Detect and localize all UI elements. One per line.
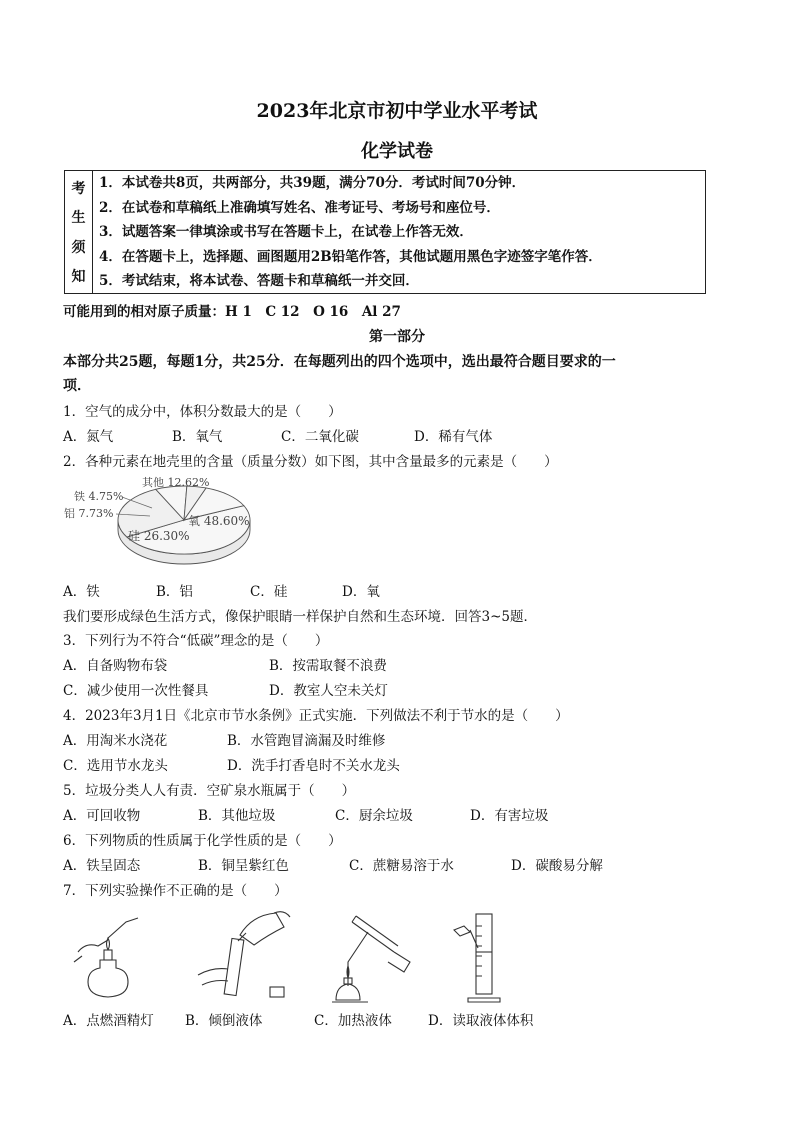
q1-option-d[interactable]: D．稀有气体 [414, 429, 493, 445]
q5-option-b[interactable]: B．其他垃圾 [198, 808, 276, 824]
q5-option-a[interactable]: A．可回收物 [63, 808, 141, 824]
q2-option-b[interactable]: B．铝 [156, 584, 193, 600]
q3-option-d[interactable]: D．教室人空未关灯 [269, 683, 388, 699]
measuring-cylinder-illustration [446, 906, 526, 1006]
notice-side-char: 考 [71, 180, 86, 197]
heating-liquid-illustration [328, 902, 418, 1007]
page-subtitle: 化学试卷 [361, 141, 433, 162]
q4-option-a[interactable]: A．用淘米水浇花 [63, 733, 168, 749]
q4-option-c[interactable]: C．选用节水龙头 [63, 758, 168, 774]
pie-label-other: 其他 12.62% [142, 476, 210, 489]
q5-stem: 5．垃圾分类人人有责．空矿泉水瓶属于（ ） [63, 783, 356, 799]
alcohol-lamp-illustration [68, 912, 148, 1002]
pie-label-iron: 铁 4.75% [74, 490, 124, 503]
q2-option-a[interactable]: A．铁 [63, 584, 100, 600]
q7-option-b[interactable]: B．倾倒液体 [185, 1013, 263, 1029]
exam-notice-box [64, 170, 706, 294]
notice-item: 2．在试卷和草稿纸上准确填写姓名、准考证号、考场号和座位号． [99, 199, 500, 216]
notice-side-char: 知 [71, 269, 86, 286]
part-instructions: 本部分共25题，每题1分，共25分．在每题列出的四个选项中，选出最符合题目要求的一 [63, 354, 616, 370]
q1-stem: 1．空气的成分中，体积分数最大的是（ ） [63, 404, 342, 420]
part-heading: 第一部分 [369, 329, 425, 345]
q3-stem: 3．下列行为不符合“低碳”理念的是（ ） [63, 633, 329, 649]
q4-option-d[interactable]: D．洗手打香皂时不关水龙头 [227, 758, 400, 774]
notice-side-label [65, 171, 93, 293]
q5-option-d[interactable]: D．有害垃圾 [470, 808, 549, 824]
q7-option-c[interactable]: C．加热液体 [314, 1013, 392, 1029]
notice-item: 3．试题答案一律填涂或书写在答题卡上，在试卷上作答无效． [99, 224, 473, 241]
q3-option-c[interactable]: C．减少使用一次性餐具 [63, 683, 209, 699]
q3-option-b[interactable]: B．按需取餐不浪费 [269, 658, 387, 674]
notice-item: 5．考试结束，将本试卷、答题卡和草稿纸一并交回． [99, 273, 419, 290]
page-title: 2023年北京市初中学业水平考试 [256, 100, 538, 122]
q4-stem: 4．2023年3月1日《北京市节水条例》正式实施．下列做法不利于节水的是（ ） [63, 708, 569, 724]
q7-option-d[interactable]: D．读取液体体积 [428, 1013, 534, 1029]
pouring-liquid-illustration [188, 905, 298, 1005]
crust-composition-pie-chart [60, 470, 260, 570]
q6-option-d[interactable]: D．碳酸易分解 [511, 858, 603, 874]
q5-option-c[interactable]: C．厨余垃圾 [335, 808, 413, 824]
q1-option-a[interactable]: A．氮气 [63, 429, 114, 445]
q6-option-a[interactable]: A．铁呈固态 [63, 858, 141, 874]
pie-label-aluminum: 铝 7.73% [64, 507, 114, 520]
notice-side-char: 须 [71, 239, 86, 256]
q3-option-a[interactable]: A．自备购物布袋 [63, 658, 168, 674]
part-instructions-cont: 项． [63, 378, 91, 394]
q1-option-c[interactable]: C．二氧化碳 [281, 429, 359, 445]
q4-option-b[interactable]: B．水管跑冒滴漏及时维修 [227, 733, 386, 749]
pie-label-silicon: 硅 26.30% [128, 529, 190, 543]
atomic-masses: 可能用到的相对原子质量：H 1 C 12 O 16 Al 27 [63, 304, 401, 320]
q7-option-a[interactable]: A．点燃酒精灯 [63, 1013, 154, 1029]
q6-option-b[interactable]: B．铜呈紫红色 [198, 858, 289, 874]
notice-item: 1．本试卷共8页，共两部分，共39题，满分70分．考试时间70分钟． [99, 175, 526, 191]
q6-stem: 6．下列物质的性质属于化学性质的是（ ） [63, 833, 342, 849]
notice-side-char: 生 [71, 210, 86, 227]
green-life-intro: 我们要形成绿色生活方式，像保护眼睛一样保护自然和生态环境．回答3~5题． [63, 609, 537, 625]
q2-option-c[interactable]: C．硅 [250, 584, 288, 600]
notice-item: 4．在答题卡上，选择题、画图题用2B铅笔作答，其他试题用黑色字迹签字笔作答． [99, 248, 602, 265]
q6-option-c[interactable]: C．蔗糖易溶于水 [349, 858, 454, 874]
q7-stem: 7．下列实验操作不正确的是（ ） [63, 883, 288, 899]
q1-option-b[interactable]: B．氧气 [172, 429, 223, 445]
q2-stem: 2．各种元素在地壳里的含量（质量分数）如下图，其中含量最多的元素是（ ） [63, 454, 558, 470]
pie-label-oxygen: 氧 48.60% [188, 514, 250, 528]
q2-option-d[interactable]: D．氧 [342, 584, 380, 600]
